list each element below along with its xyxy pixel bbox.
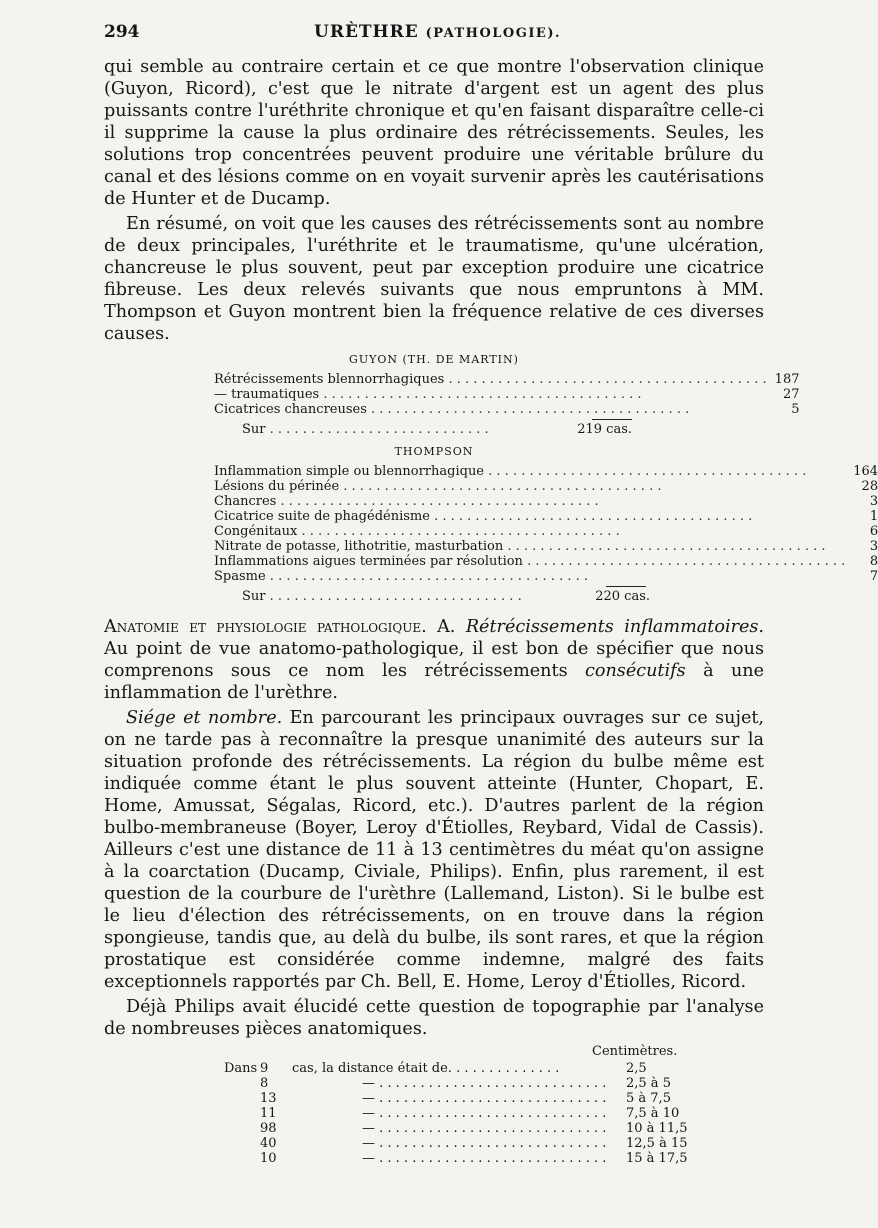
guyon-table-title: GUYON (TH. DE MARTIN) [349,353,519,366]
philips-distance: 12,5 à 15 [626,1136,688,1151]
thompson-row-value: 3 [869,494,878,509]
guyon-row: Rétrécissements blennorrhagiques . . . . . . . . . . . . . . . . . . . . . . . . . . . . . . . . . . . . . . . 187 [214,372,800,387]
page-number: 294 [104,22,140,42]
guyon-row-value: 187 [774,372,800,387]
philips-distance: 2,5 à 5 [626,1076,671,1091]
thompson-total: Sur . . . . . . . . . . . . . . . . . . . . . . . . . . . . . . . 220 cas. [242,589,650,604]
thompson-row: Congénitaux . . . . . . . . . . . . . . . . . . . . . . . . . . . . . . . . . . . . . . . 6 [214,524,878,539]
philips-count: 9 [260,1061,269,1076]
paragraph-4 [104,707,764,993]
philips-unit-header: Centimètres. [592,1044,678,1059]
philips-ditto: — [362,1076,375,1091]
thompson-table-title: THOMPSON [394,445,474,458]
paragraph-1: qui semble au contraire certain et ce que montre l'observation clinique (Guyon, Ricord), c'est que le nitrate d'argent est un agent des plus puissants contre l'uréthrite chronique et qu'en faisant disparaître celle-ci il supprime la cause la plus ordinaire des rétrécissements. Seules, les solutions trop concentrées peuvent produire une véritable brûlure du canal et des lésions comme on en voyait survenir après les cautérisations de Hunter et de Ducamp. [104,57,764,209]
section-letter: A. [437,617,456,637]
thompson-row-label: Inflammation simple ou blennorrhagique [214,464,485,479]
philips-row: 13 — . . . . . . . . . . . . . . . . . . . . . . . . . . . . 5 à 7,5 [224,1091,696,1106]
thompson-row-value: 28 [861,479,878,494]
philips-count: 11 [260,1106,277,1121]
thompson-total-rule [606,586,646,587]
thompson-total-label: Sur [242,589,266,604]
guyon-total: Sur . . . . . . . . . . . . . . . . . . . . . . . . . . . 219 cas. [242,422,632,437]
philips-row: 98 — . . . . . . . . . . . . . . . . . . . . . . . . . . . . 10 à 11,5 [224,1121,696,1136]
philips-distance: 2,5 [626,1061,647,1076]
thompson-row: Nitrate de potasse, lithotritie, masturbation . . . . . . . . . . . . . . . . . . . . . . . . . . . . . . . . . . . . . . . 3 [214,539,878,554]
philips-count: 10 [260,1151,277,1166]
paragraph-2: En résumé, on voit que les causes des rétrécissements sont au nombre de deux principales, l'uréthrite et le traumatisme, qu'une ulcération, chancreuse le plus souvent, peut par exception produire une cicatrice fibreuse. Les deux relevés suivants que nous empruntons à MM. Thompson et Guyon montrent bien la fréquence relative de ces diverses causes. [104,214,764,344]
philips-distance: 15 à 17,5 [626,1151,688,1166]
thompson-row: Lésions du périnée . . . . . . . . . . . . . . . . . . . . . . . . . . . . . . . . . . . . . . . 28 [214,479,878,494]
philips-row: 10 — . . . . . . . . . . . . . . . . . . . . . . . . . . . . 15 à 17,5 [224,1151,696,1166]
guyon-total-value: 219 cas. [577,422,632,437]
thompson-table [214,464,878,584]
guyon-row-label: Cicatrices chancreuses [214,402,367,417]
paragraph-3-start: Au point de vue anatomo-pathologique, il est bon de spécifier que nous comprenons sous ce nom les rétrécissements [104,639,764,681]
section-paragraph-heading [104,616,764,704]
thompson-row-value: 7 [869,569,878,584]
philips-row: 40 — . . . . . . . . . . . . . . . . . . . . . . . . . . . . 12,5 à 15 [224,1136,696,1151]
philips-suffix: cas, la distance était de. [292,1061,452,1076]
guyon-row-value: 5 [791,402,800,417]
thompson-row: Inflammation simple ou blennorrhagique . . . . . . . . . . . . . . . . . . . . . . . . . . . . . . . . . . . . . . . 164 [214,464,878,479]
philips-count: 8 [260,1076,269,1091]
guyon-row-label: Rétrécissements blennorrhagiques [214,372,445,387]
philips-row: 8 — . . . . . . . . . . . . . . . . . . . . . . . . . . . . 2,5 à 5 [224,1076,696,1091]
thompson-total-value: 220 cas. [595,589,650,604]
paragraph-4-lead: Siége et nombre. [126,708,283,728]
paragraph-5: Déjà Philips avait élucidé cette question de topographie par l'analyse de nombreuses pièces anatomiques. [104,997,764,1039]
philips-count: 40 [260,1136,277,1151]
thompson-row-label: Chancres [214,494,277,509]
philips-row: 11 — . . . . . . . . . . . . . . . . . . . . . . . . . . . . 7,5 à 10 [224,1106,696,1121]
thompson-row-value: 1 [869,509,878,524]
guyon-total-rule [592,419,632,420]
thompson-row-value: 3 [869,539,878,554]
philips-ditto: — [362,1136,375,1151]
thompson-row: Chancres . . . . . . . . . . . . . . . . . . . . . . . . . . . . . . . . . . . . . . . 3 [214,494,878,509]
page [104,22,878,1166]
guyon-row: — traumatiques . . . . . . . . . . . . . . . . . . . . . . . . . . . . . . . . . . . . . . . 27 [214,387,800,402]
thompson-row: Cicatrice suite de phagédénisme . . . . . . . . . . . . . . . . . . . . . . . . . . . . . . . . . . . . . . . 1 [214,509,878,524]
paragraph-4-text: En parcourant les principaux ouvrages sur ce sujet, on ne tarde pas à reconnaître la presque unanimité des auteurs sur la situation profonde des rétrécissements. La région du bulbe même est indiquée comme étant le plus souvent atteinte (Hunter, Chopart, E. Home, Amussat, Ségalas, Ricord, etc.). D'autres parlent de la région bulbo-membraneuse (Boyer, Leroy d'Étiolles, Reybard, Vidal de Cassis). Ailleurs c'est une distance de 11 à 13 centimètres du méat qu'on assigne à la coarctation (Ducamp, Civiale, Philips). Enfin, plus rarement, il est question de la courbure de l'urèthre (Lallemand, Liston). Si le bulbe est le lieu d'élection des rétrécissements, on en trouve dans la région spongieuse, tandis que, au delà du bulbe, ils sont rares, et que la région prostatique est considérée comme indemne, malgré des faits exceptionnels rapportés par Ch. Bell, E. Home, Leroy d'Étiolles, Ricord. [104,708,765,992]
running-title: URÈTHRE (PATHOLOGIE). [314,22,562,42]
guyon-total-label: Sur [242,422,266,437]
philips-distance: 5 à 7,5 [626,1091,671,1106]
guyon-row: Cicatrices chancreuses . . . . . . . . . . . . . . . . . . . . . . . . . . . . . . . . . . . . . . . 5 [214,402,800,417]
running-header [104,22,764,56]
section-heading: Anatomie et physiologie pathologique. [104,617,427,637]
philips-ditto: — [362,1151,375,1166]
guyon-table [214,372,800,417]
thompson-row-label: Cicatrice suite de phagédénisme [214,509,430,524]
thompson-row-label: Lésions du périnée [214,479,340,494]
thompson-row-label: Spasme [214,569,266,584]
philips-count: 98 [260,1121,277,1136]
section-subheading: Rétrécissements inflammatoires. [465,617,765,637]
philips-prefix: Dans [224,1061,258,1076]
philips-row: Dans 9 cas, la distance était de. . . . . . . . . . . . . . 2,5 [224,1061,696,1076]
philips-ditto: — [362,1121,375,1136]
thompson-row: Inflammations aigues terminées par résolution . . . . . . . . . . . . . . . . . . . . . . . . . . . . . . . . . . . . . . . 8 [214,554,878,569]
running-subtitle: (PATHOLOGIE). [425,26,562,41]
philips-count: 13 [260,1091,277,1106]
thompson-row-label: Nitrate de potasse, lithotritie, masturbation [214,539,504,554]
philips-table [224,1061,696,1166]
thompson-row-value: 6 [869,524,878,539]
philips-ditto: — [362,1091,375,1106]
philips-ditto: — [362,1106,375,1121]
philips-distance: 7,5 à 10 [626,1106,680,1121]
thompson-row: Spasme . . . . . . . . . . . . . . . . . . . . . . . . . . . . . . . . . . . . . . . 7 [214,569,878,584]
philips-distance: 10 à 11,5 [626,1121,688,1136]
guyon-row-label: — traumatiques [214,387,320,402]
guyon-row-value: 27 [782,387,800,402]
thompson-row-label: Congénitaux [214,524,298,539]
thompson-row-label: Inflammations aigues terminées par résolution [214,554,523,569]
paragraph-3-end: à une inflammation de l'urèthre. [104,661,765,703]
thompson-row-value: 8 [869,554,878,569]
paragraph-3-italic: consécutifs [585,661,686,681]
thompson-row-value: 164 [853,464,878,479]
